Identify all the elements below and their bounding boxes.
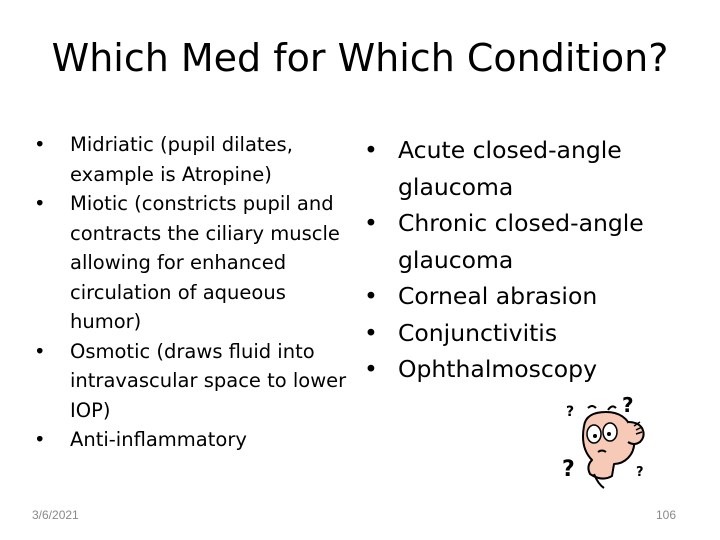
list-item xyxy=(32,130,352,189)
list-item-text: Chronic closed-angle glaucoma xyxy=(398,209,644,274)
svg-text:?: ? xyxy=(566,404,575,420)
svg-text:?: ? xyxy=(622,396,634,417)
list-item xyxy=(360,315,670,352)
svg-text:?: ? xyxy=(562,457,575,482)
list-item xyxy=(360,351,670,388)
bullet-icon: • xyxy=(364,318,378,347)
bullet-icon: • xyxy=(34,133,46,156)
bullet-icon: • xyxy=(364,355,378,383)
bullet-icon: • xyxy=(364,282,378,310)
list-item xyxy=(32,425,352,455)
slide-title: Which Med for Which Condition? xyxy=(51,36,669,80)
footer-page-number: 106 xyxy=(655,508,676,522)
medication-type-list xyxy=(32,130,352,455)
bullet-icon: • xyxy=(34,428,46,451)
condition-list xyxy=(360,132,670,388)
list-item xyxy=(360,132,670,205)
list-item-text: Osmotic (draws fluid into intravascular space to lower IOP) xyxy=(70,339,347,422)
list-item-text: Ophthalmoscopy xyxy=(398,355,597,383)
bullet-icon: • xyxy=(364,136,378,164)
bullet-icon: • xyxy=(364,209,378,237)
list-item-text: Anti-inflammatory xyxy=(70,428,247,451)
bullet-icon: • xyxy=(34,339,46,363)
list-item-text: Conjunctivitis xyxy=(398,318,558,347)
list-item xyxy=(32,337,352,426)
list-item-text: Corneal abrasion xyxy=(398,282,598,310)
list-item-text: Acute closed-angle glaucoma xyxy=(398,136,622,201)
list-item xyxy=(360,205,670,278)
footer-date: 3/6/2021 xyxy=(32,508,79,522)
svg-text:?: ? xyxy=(636,465,644,480)
bullet-icon: • xyxy=(34,192,46,215)
list-item xyxy=(360,278,670,315)
list-item xyxy=(32,189,352,337)
list-item-text: Miotic (constricts pupil and contracts the ciliary muscle allowing for enhanced circulation of aqueous humor) xyxy=(70,192,340,333)
list-item-text: Midriatic (pupil dilates, example is Atropine) xyxy=(70,133,293,186)
confused-face-clipart-icon xyxy=(558,396,662,492)
